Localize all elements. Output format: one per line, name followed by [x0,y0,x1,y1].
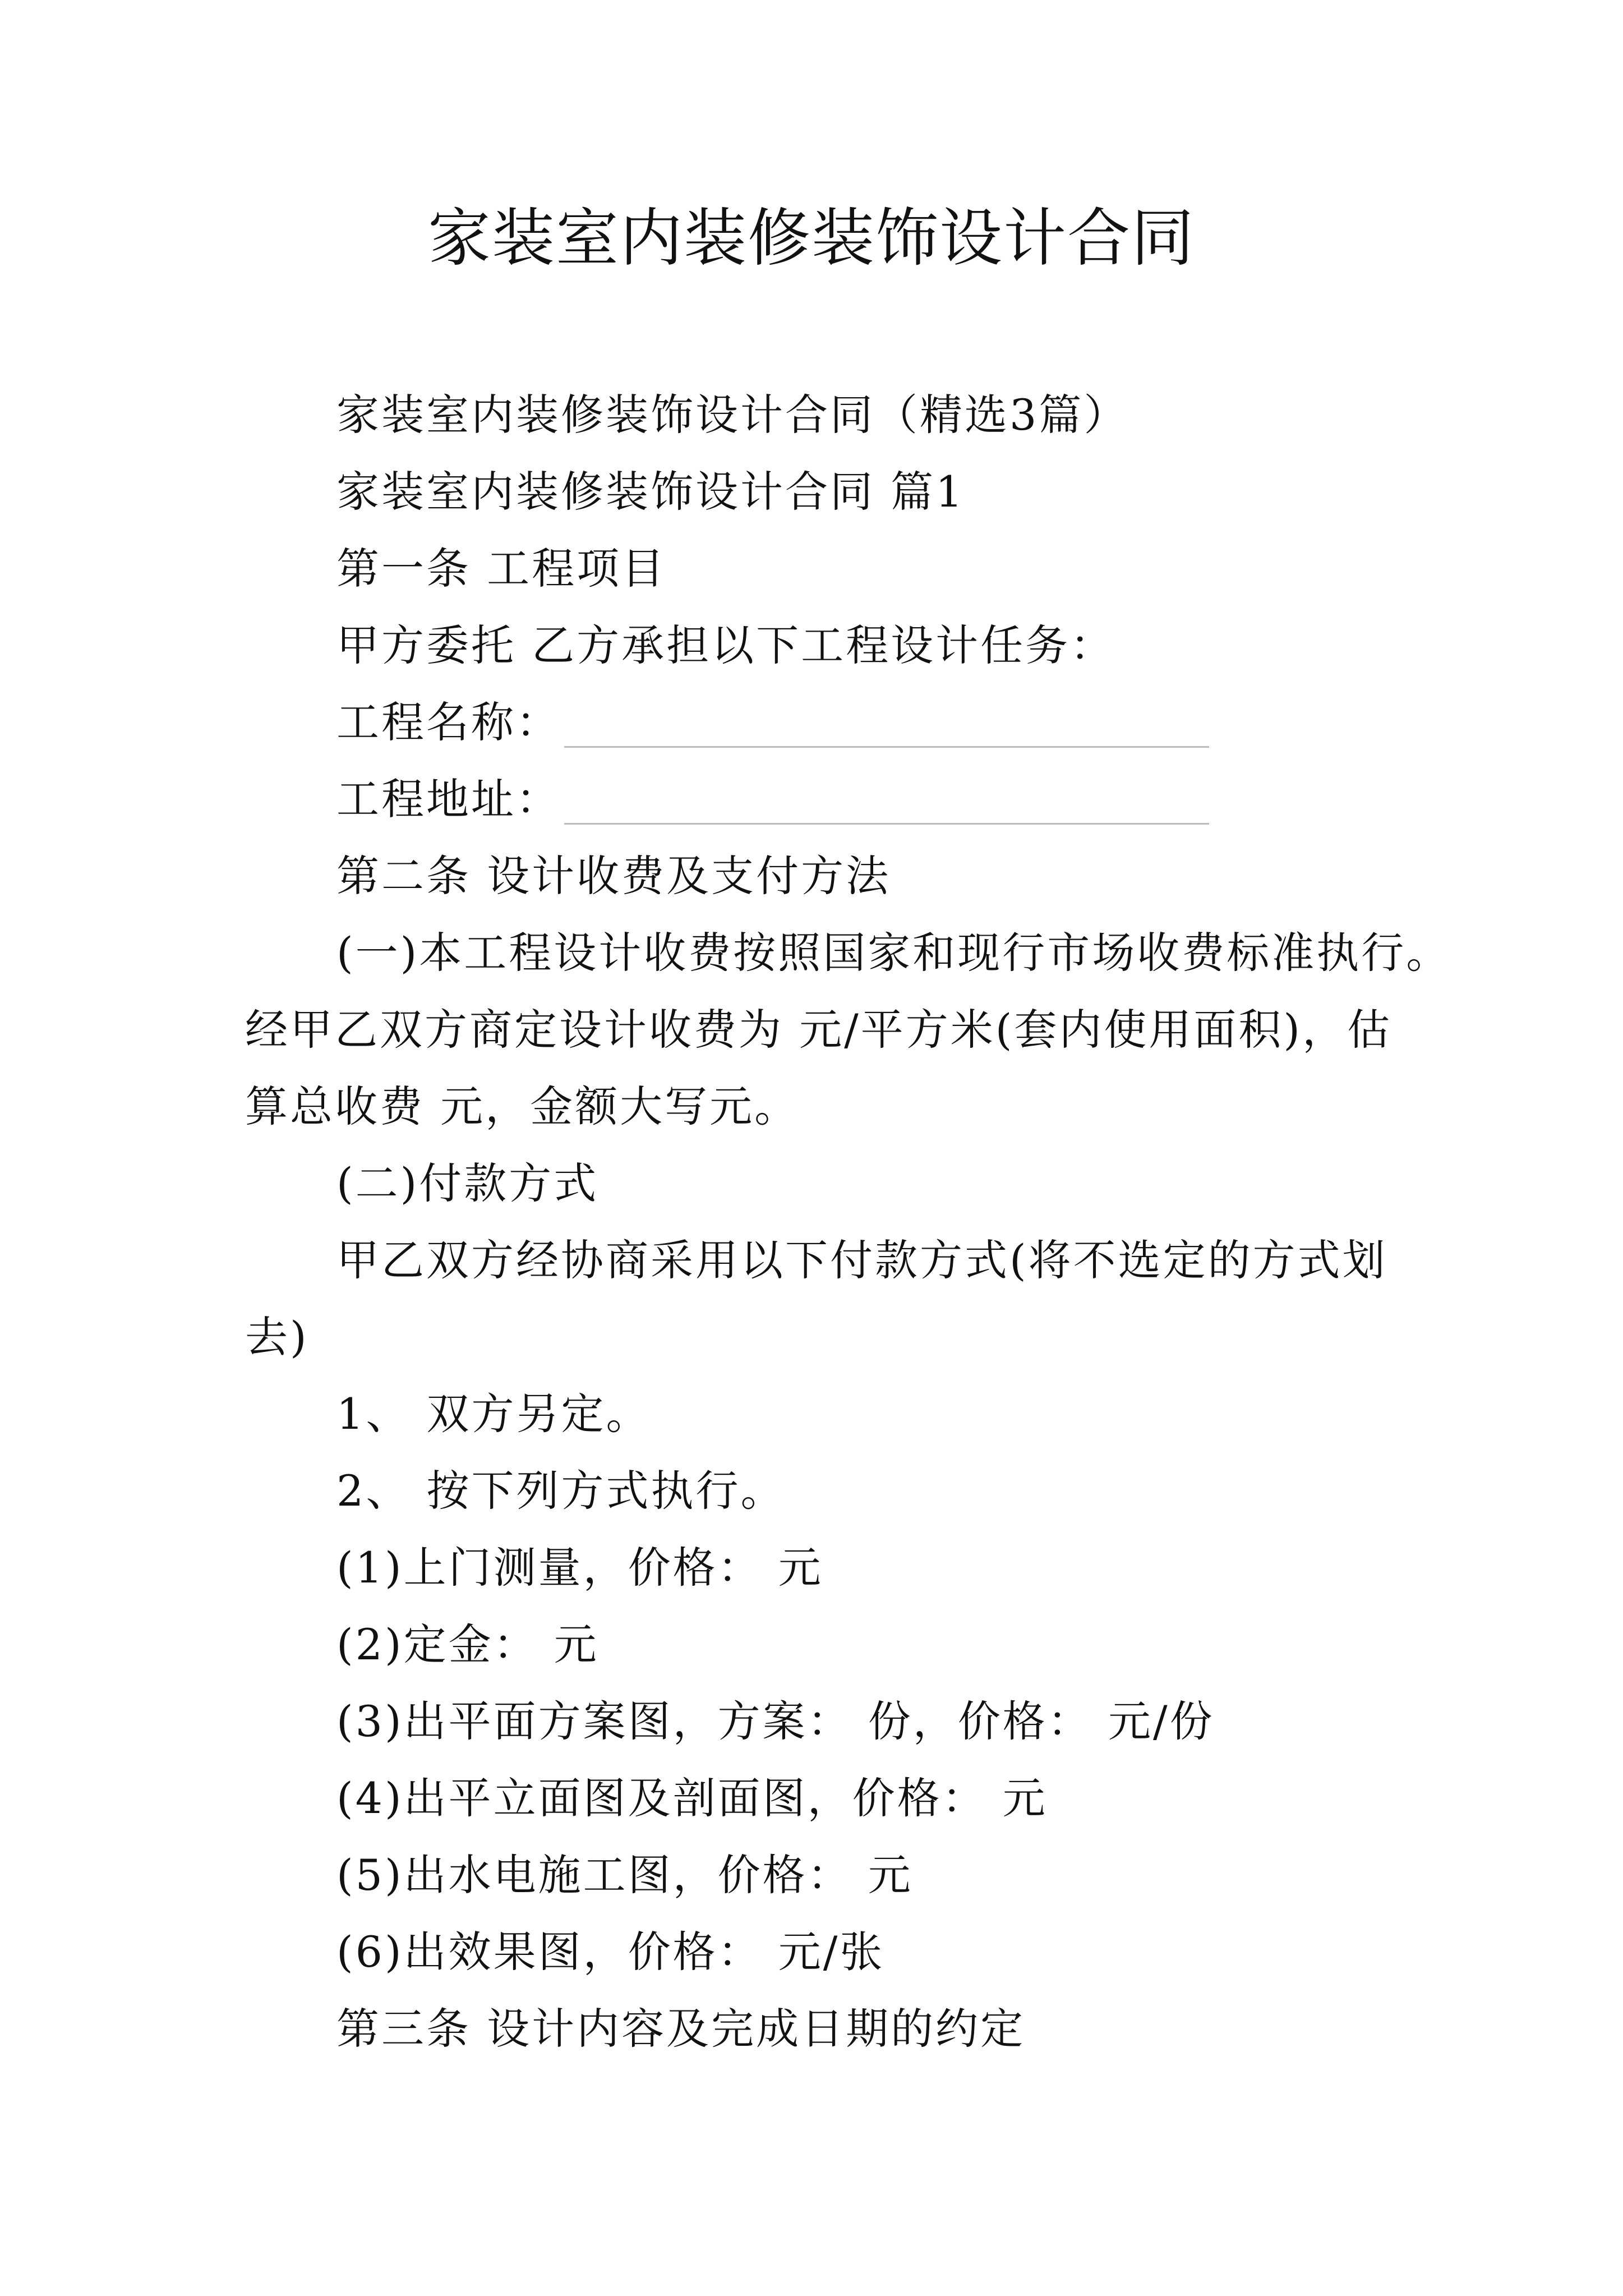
fee-item: (5)出水电施工图，价格： 元 [336,1850,913,1900]
payment-option-2: 2、 按下列方式执行。 [336,1466,786,1516]
subtitle: 家装室内装修装饰设计合同（精选3篇） [336,390,1129,440]
article2-heading: 第二条 设计收费及支付方法 [336,851,891,901]
fee-item: (3)出平面方案图，方案： 份，价格： 元/份 [336,1696,1215,1746]
payment-intro-line1: 甲乙双方经协商采用以下付款方式(将不选定的方式划 [336,1235,1387,1285]
project-address-row [336,774,1209,825]
fee-item: (4)出平立面图及剖面图，价格： 元 [336,1773,1048,1823]
fee-item: (2)定金： 元 [336,1619,599,1669]
project-name-row [336,697,1209,748]
project-name-blank [564,707,1209,748]
fee-item: (6)出效果图，价格： 元/张 [336,1927,885,1977]
project-address-blank [564,784,1209,825]
payment-heading: (二)付款方式 [336,1158,599,1208]
payment-option-1: 1、 双方另定。 [336,1389,651,1439]
fee-item: (1)上门测量，价格： 元 [336,1543,823,1593]
payment-intro-line2: 去) [245,1312,309,1362]
project-address-label: 工程地址： [336,774,561,824]
document-title: 家装室内装修装饰设计合同 [428,202,1195,275]
article1-heading: 第一条 工程项目 [336,544,667,593]
article3-heading: 第三条 设计内容及完成日期的约定 [336,2004,1026,2054]
article1-intro: 甲方委托 乙方承担以下工程设计任务： [336,620,1115,670]
section-heading: 家装室内装修装饰设计合同 篇1 [336,467,965,517]
fee-paragraph-line3: 算总收费 元，金额大写元。 [245,1082,800,1131]
fee-paragraph-line2: 经甲乙双方商定设计收费为 元/平方米(套内使用面积)，估 [245,1005,1393,1055]
project-name-label: 工程名称： [336,697,561,747]
fee-paragraph-line1: (一)本工程设计收费按照国家和现行市场收费标准执行。 [336,928,1451,978]
